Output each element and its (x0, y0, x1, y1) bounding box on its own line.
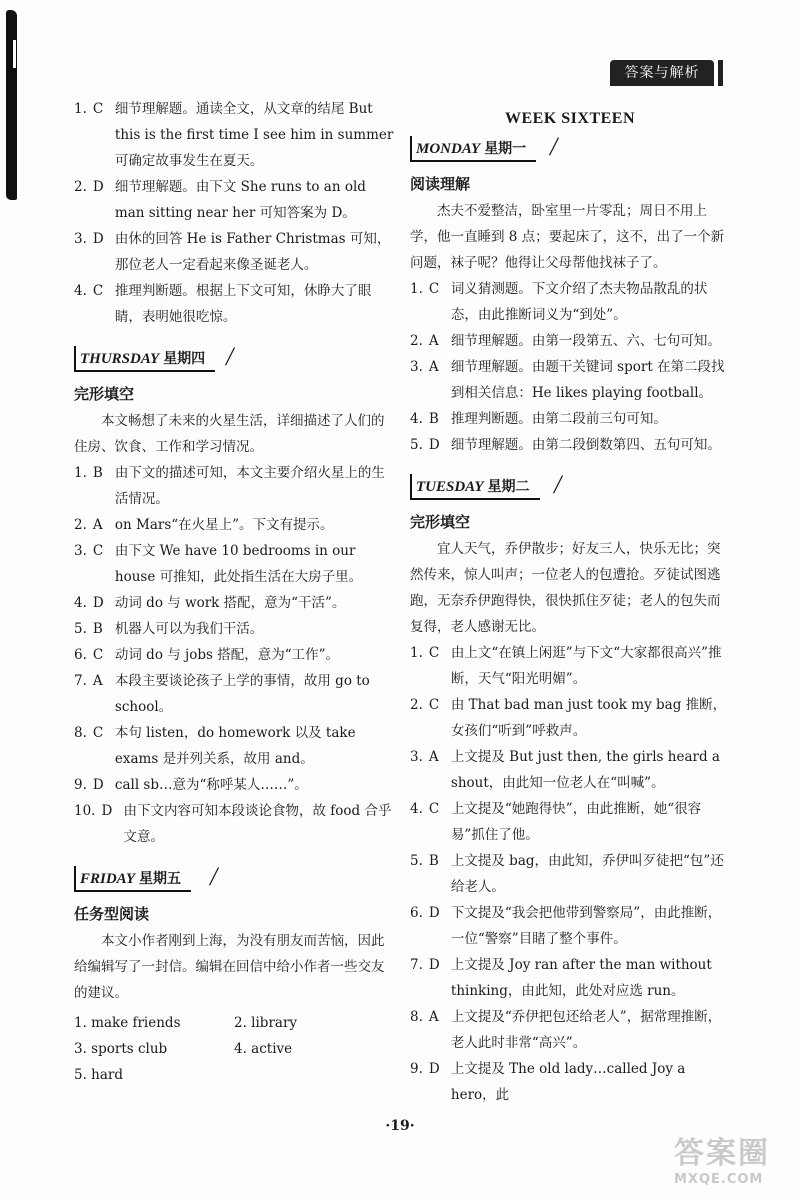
section-summary: 宜人天气，乔伊散步；好友三人，快乐无比；突然传来，惊人叫声；一位老人的包遭抢。歹徒试图逃跑，无奈乔伊跑得快，很快抓住歹徒；老人的包失而复得，老人感谢无比。 (410, 541, 721, 635)
answer-number: 1. (410, 281, 423, 297)
answer-explanation: 细节理解题。由第一段第五、六、七句可知。 (450, 333, 721, 349)
answer-choice: B (428, 411, 439, 427)
answer-item (410, 640, 730, 692)
answer-choice: C (428, 801, 440, 817)
answer-explanation: 由下文 We have 10 bedrooms in our house 可推知，此处指生活在大房子里。 (114, 543, 363, 585)
answer-item (74, 174, 394, 226)
answer-item (410, 432, 730, 458)
answer-item (74, 668, 394, 720)
answer-number: 4. (74, 595, 87, 611)
answer-number: 3. (74, 543, 87, 559)
answer-item (74, 226, 394, 278)
answer-number: 5. (74, 621, 87, 637)
answer-explanation: 由休的回答 He is Father Christmas 可知，那位老人一定看起来像圣诞老人。 (114, 231, 391, 273)
answer-choice: B (92, 465, 103, 481)
week-title: WEEK SIXTEEN (504, 110, 636, 127)
answer-item (410, 1004, 730, 1056)
answer-number: 3. (74, 231, 87, 247)
answer-choice: D (428, 437, 440, 453)
answer-number: 5. (410, 853, 423, 869)
answer-choice: A (428, 333, 439, 349)
answer-choice: C (92, 647, 104, 663)
answer-item (74, 798, 394, 850)
answer-number: 2. (74, 517, 87, 533)
page-edge-notch (13, 40, 16, 68)
answer-item (410, 900, 730, 952)
watermark-logo (674, 1128, 792, 1194)
answer-number: 2. (410, 333, 423, 349)
answer-cell: 1. make friends (74, 1015, 181, 1031)
section-heading: 完形填空 (74, 385, 135, 403)
answer-item (74, 512, 394, 538)
answer-number: 9. (410, 1061, 423, 1077)
tuesday-answer-list (410, 640, 730, 1108)
answer-item (74, 720, 394, 772)
answer-item (410, 848, 730, 900)
answer-choice: C (92, 101, 104, 117)
answer-item (74, 278, 394, 330)
left-column (74, 96, 394, 1088)
answer-explanation: 细节理解题。由下文 She runs to an old man sitting near her 可知答案为 D。 (114, 179, 366, 221)
day-en: TUESDAY (416, 479, 484, 495)
answer-item (74, 772, 394, 798)
day-en: FRIDAY (80, 871, 136, 887)
answer-number: 6. (74, 647, 87, 663)
answer-number: 6. (410, 905, 423, 921)
answer-explanation: 动词 do 与 jobs 搭配，意为“工作”。 (114, 647, 340, 663)
answer-item (410, 796, 730, 848)
day-cn: 星期二 (487, 479, 530, 495)
answer-number: 2. (74, 179, 87, 195)
section-heading: 任务型阅读 (74, 905, 150, 923)
answer-number: 4. (74, 283, 87, 299)
header-bar (718, 60, 723, 86)
friday-label (74, 864, 394, 894)
answer-choice: C (428, 645, 440, 661)
answer-item (74, 538, 394, 590)
answer-number: 5. (410, 437, 423, 453)
answer-explanation: call sb…意为“称呼某人……”。 (114, 777, 308, 793)
answer-item (410, 1056, 730, 1108)
answer-explanation: 上文提及 bag，由此知，乔伊叫歹徒把“包”还给老人。 (450, 853, 724, 895)
monday-label (410, 134, 730, 164)
answer-explanation: 细节理解题。由第二段倒数第四、五句可知。 (450, 437, 721, 453)
answer-item (74, 616, 394, 642)
thursday-answer-list (74, 460, 394, 850)
answer-item (410, 744, 730, 796)
answer-explanation: 由上文“在镇上闲逛”与下文“大家都很高兴”推断，天气“阳光明媚”。 (450, 645, 722, 687)
answer-cell: 3. sports club (74, 1041, 168, 1057)
answer-choice: D (428, 1061, 440, 1077)
answer-item (410, 328, 730, 354)
answer-number: 8. (74, 725, 87, 741)
label-slash-icon: / (210, 862, 218, 891)
answer-cell: 4. active (234, 1041, 293, 1057)
answer-explanation: 细节理解题。由题干关键词 sport 在第二段找到相关信息：He likes playing football。 (450, 359, 725, 401)
answer-number: 10. (74, 803, 96, 819)
answer-item (74, 96, 394, 174)
answer-item (410, 952, 730, 1004)
answer-explanation: 由下文的描述可知，本文主要介绍火星上的生活情况。 (114, 465, 385, 507)
day-en: MONDAY (416, 141, 481, 157)
answer-item (74, 460, 394, 512)
answer-item (410, 692, 730, 744)
answer-explanation: 细节理解题。通读全文，从文章的结尾 But this is the first time I see him in summer 可确定故事发生在夏天。 (114, 101, 394, 169)
answer-explanation: 词义猜测题。下文介绍了杰夫物品散乱的状态，由此推断词义为“到处”。 (450, 281, 708, 323)
answer-choice: C (92, 725, 104, 741)
friday-answer-grid (74, 1010, 394, 1088)
thursday-label (74, 344, 394, 374)
section-summary: 本文畅想了未来的火星生活，详细描述了人们的住房、饮食、工作和学习情况。 (74, 413, 385, 455)
answer-number: 8. (410, 1009, 423, 1025)
answer-explanation: 本段主要谈论孩子上学的事情，故用 go to school。 (114, 673, 370, 715)
tuesday-label (410, 472, 730, 502)
answer-explanation: 推理判断题。根据上下文可知，休睁大了眼睛，表明她很吃惊。 (114, 283, 372, 325)
answer-choice: D (101, 803, 113, 819)
answer-choice: A (92, 673, 103, 689)
watermark-logo-text: 答案圈 (674, 1136, 770, 1171)
answer-choice: D (92, 595, 104, 611)
answer-number: 2. (410, 697, 423, 713)
answer-item (410, 406, 730, 432)
answer-choice: A (92, 517, 103, 533)
section-heading: 完形填空 (410, 513, 471, 531)
answer-number: 1. (74, 101, 87, 117)
answer-choice: A (428, 359, 439, 375)
intro-answer-list (74, 96, 394, 330)
label-slash-icon: / (554, 470, 562, 499)
answer-choice: C (428, 281, 440, 297)
answer-explanation: 机器人可以为我们干活。 (114, 621, 264, 637)
answer-number: 3. (410, 359, 423, 375)
page-number: ·19· (385, 1118, 415, 1134)
answer-item (74, 642, 394, 668)
right-column (410, 96, 730, 1108)
answer-explanation: on Mars“在火星上”。下文有提示。 (114, 517, 334, 533)
answer-explanation: 上文提及“她跑得快”，由此推断，她“很容易”抓住了他。 (450, 801, 702, 843)
answer-choice: C (428, 697, 440, 713)
monday-answer-list (410, 276, 730, 458)
watermark-url: MXQE.COM (674, 1172, 764, 1187)
answer-number: 4. (410, 411, 423, 427)
day-cn: 星期五 (139, 871, 182, 887)
answer-choice: C (92, 543, 104, 559)
page-edge-mark (6, 10, 17, 200)
answer-number: 3. (410, 749, 423, 765)
answer-choice: D (92, 179, 104, 195)
answer-explanation: 上文提及“乔伊把包还给老人”，据常理推断，老人此时非常“高兴”。 (450, 1009, 722, 1051)
answer-explanation: 上文提及 But just then, the girls heard a shout，由此知一位老人在“叫喊”。 (450, 749, 720, 791)
answer-choice: B (92, 621, 103, 637)
answer-choice: B (428, 853, 439, 869)
section-heading: 阅读理解 (410, 175, 471, 193)
answer-choice: D (428, 957, 440, 973)
answer-explanation: 由 That bad man just took my bag 推断，女孩们“听到”呼救声。 (450, 697, 727, 739)
answer-number: 1. (410, 645, 423, 661)
answer-explanation: 推理判断题。由第二段前三句可知。 (450, 411, 667, 427)
label-slash-icon: / (550, 132, 558, 161)
answer-number: 1. (74, 465, 87, 481)
answer-choice: A (428, 1009, 439, 1025)
answer-explanation: 下文提及“我会把他带到警察局”，由此推断，一位“警察”目睹了整个事件。 (450, 905, 722, 947)
section-summary: 本文小作者刚到上海，为没有朋友而苦恼，因此给编辑写了一封信。编辑在回信中给小作者一些交友的建议。 (74, 933, 385, 1001)
answer-explanation: 上文提及 Joy ran after the man without thinking，由此知，此处对应选 run。 (450, 957, 712, 999)
day-cn: 星期一 (484, 141, 527, 157)
answer-cell: 2. library (234, 1015, 298, 1031)
answer-explanation: 动词 do 与 work 搭配，意为“干活”。 (114, 595, 346, 611)
section-summary: 杰夫不爱整洁，卧室里一片零乱；周日不用上学，他一直睡到 8 点；要起床了，这不，出了一个新问题，袜子呢？他得让父母帮他找袜子了。 (410, 203, 725, 271)
answer-choice: C (92, 283, 104, 299)
answer-choice: D (428, 905, 440, 921)
answer-number: 7. (74, 673, 87, 689)
answer-item (410, 354, 730, 406)
answer-cell: 5. hard (74, 1067, 124, 1083)
header-tab: 答案与解析 (610, 60, 714, 86)
day-en: THURSDAY (80, 351, 160, 367)
answer-number: 4. (410, 801, 423, 817)
answer-explanation: 由下文内容可知本段谈论食物，故 food 合乎文意。 (123, 803, 392, 845)
answer-number: 9. (74, 777, 87, 793)
label-slash-icon: / (226, 342, 234, 371)
day-cn: 星期四 (163, 351, 206, 367)
answer-item (74, 590, 394, 616)
answer-explanation: 本句 listen，do homework 以及 take exams 是并列关系，故用 and。 (114, 725, 356, 767)
answer-choice: A (428, 749, 439, 765)
answer-choice: D (92, 231, 104, 247)
answer-number: 7. (410, 957, 423, 973)
answer-choice: D (92, 777, 104, 793)
answer-explanation: 上文提及 The old lady…called Joy a hero，此 (450, 1061, 686, 1103)
answer-item (410, 276, 730, 328)
